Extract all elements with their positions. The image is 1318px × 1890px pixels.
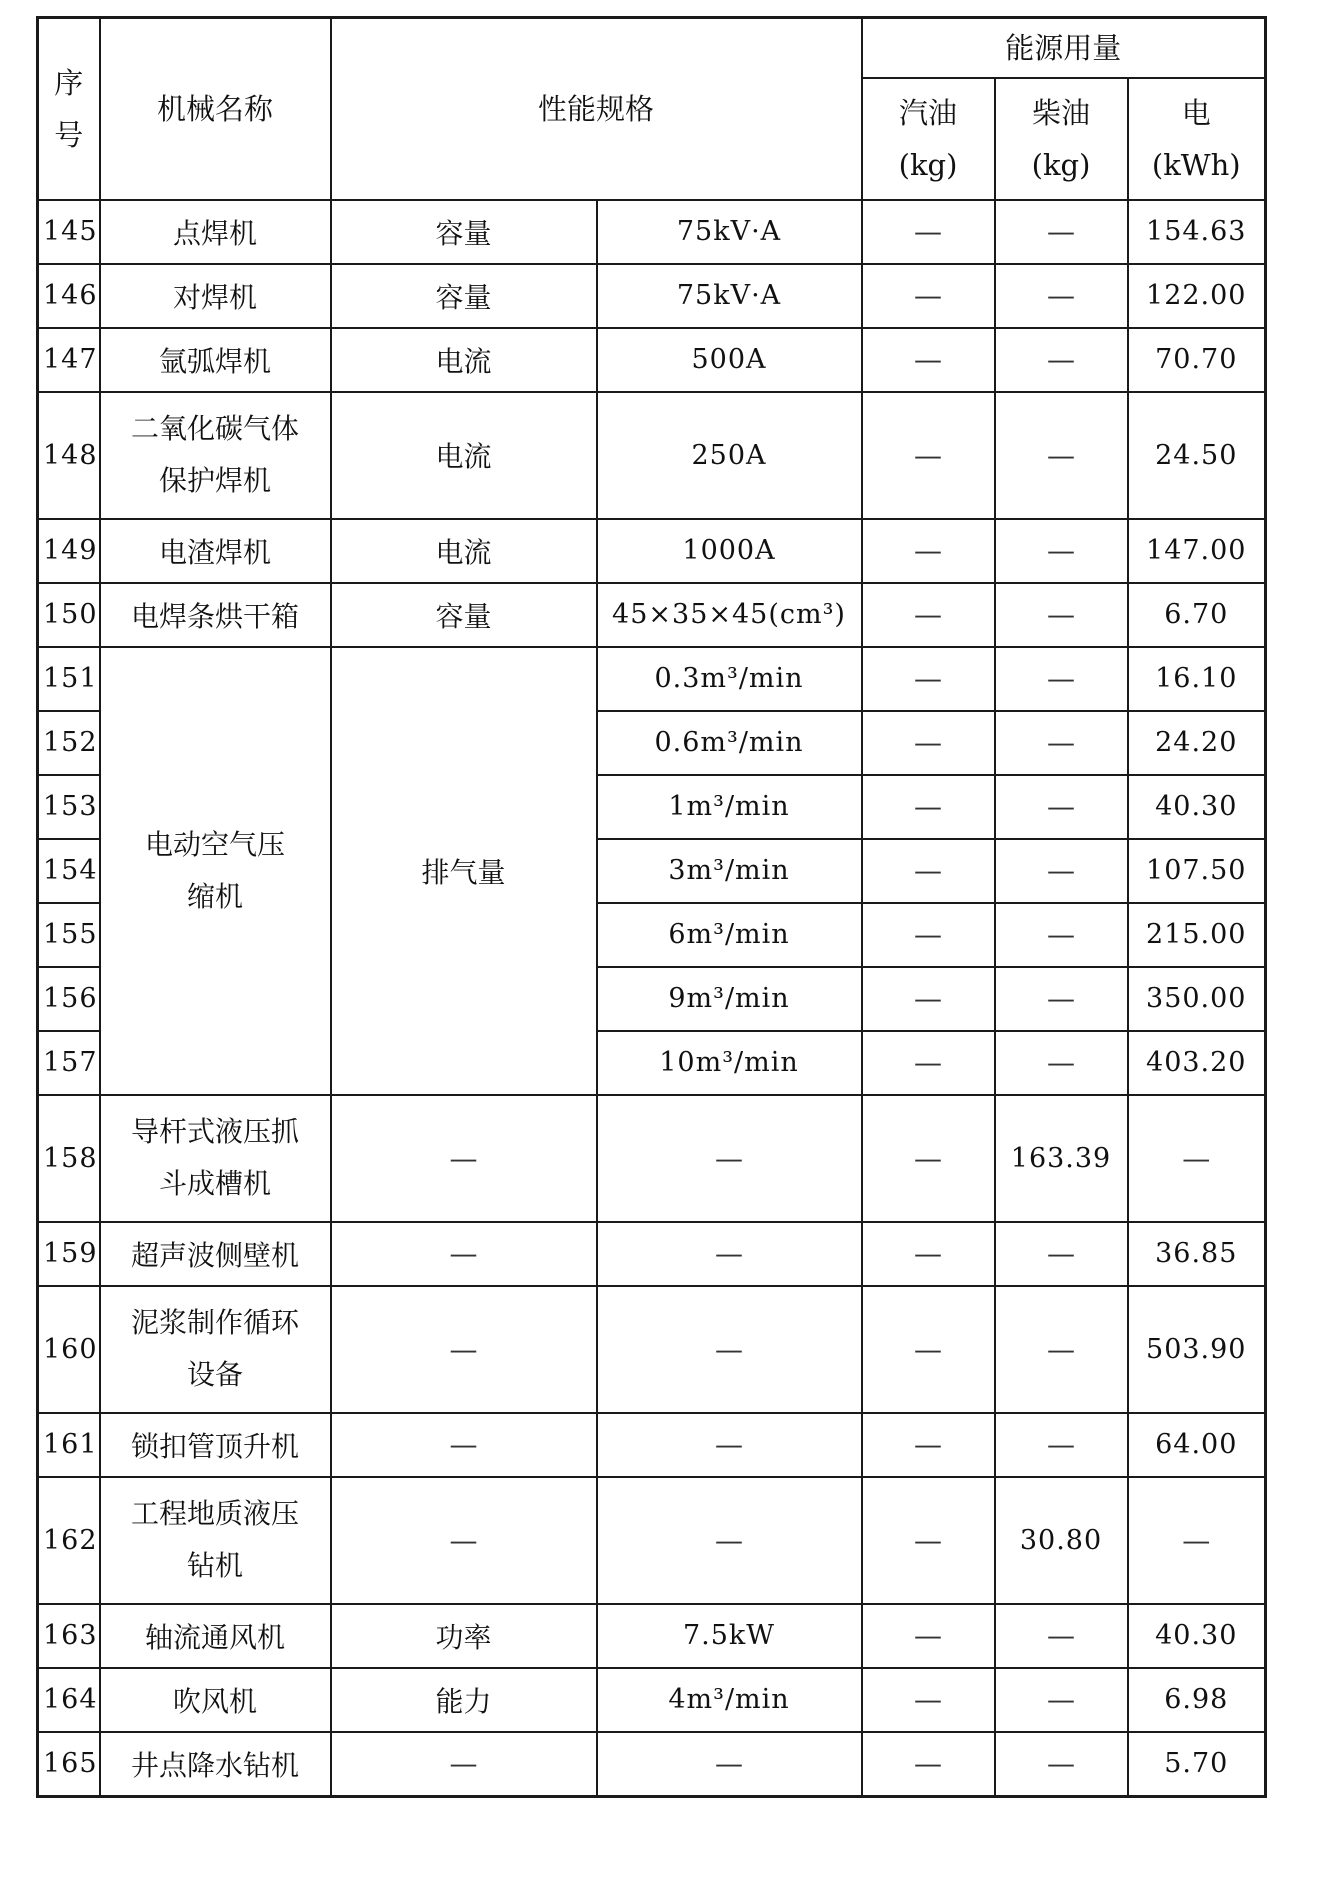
cell-no: 147 <box>38 328 100 392</box>
cell-electric: 24.20 <box>1128 711 1266 775</box>
cell-no: 146 <box>38 264 100 328</box>
cell-gasoline: — <box>862 775 995 839</box>
cell-spec-value: — <box>597 1732 862 1797</box>
cell-no: 157 <box>38 1031 100 1095</box>
cell-no: 152 <box>38 711 100 775</box>
table-row <box>38 1222 1266 1286</box>
cell-spec-value: 10m³/min <box>597 1031 862 1095</box>
cell-spec-value: 0.3m³/min <box>597 647 862 711</box>
cell-gasoline: — <box>862 711 995 775</box>
cell-diesel: — <box>995 392 1128 519</box>
table-row <box>38 1095 1266 1222</box>
cell-name: 超声波侧壁机 <box>100 1222 331 1286</box>
cell-no: 156 <box>38 967 100 1031</box>
table-row <box>38 1477 1266 1604</box>
cell-no: 145 <box>38 200 100 264</box>
cell-electric: 215.00 <box>1128 903 1266 967</box>
cell-electric: 107.50 <box>1128 839 1266 903</box>
table-row <box>38 1668 1266 1732</box>
table-row <box>38 392 1266 519</box>
cell-spec-value: 1m³/min <box>597 775 862 839</box>
cell-no: 155 <box>38 903 100 967</box>
cell-spec-value: 500A <box>597 328 862 392</box>
cell-no: 151 <box>38 647 100 711</box>
cell-spec-value: 7.5kW <box>597 1604 862 1668</box>
cell-spec-value: — <box>597 1222 862 1286</box>
table-row <box>38 1732 1266 1797</box>
cell-diesel: — <box>995 967 1128 1031</box>
cell-diesel: — <box>995 519 1128 583</box>
cell-diesel: — <box>995 903 1128 967</box>
cell-spec-type: 能力 <box>331 1668 597 1732</box>
cell-electric: 6.70 <box>1128 583 1266 647</box>
cell-spec-value: 4m³/min <box>597 1668 862 1732</box>
cell-spec-type: 电流 <box>331 519 597 583</box>
cell-electric: 36.85 <box>1128 1222 1266 1286</box>
cell-spec-type: — <box>331 1732 597 1797</box>
cell-name: 井点降水钻机 <box>100 1732 331 1797</box>
cell-name: 锁扣管顶升机 <box>100 1413 331 1477</box>
cell-gasoline: — <box>862 1413 995 1477</box>
header-electric: 电 (kWh) <box>1128 78 1266 200</box>
cell-gasoline: — <box>862 1604 995 1668</box>
cell-gasoline: — <box>862 839 995 903</box>
cell-diesel: 30.80 <box>995 1477 1128 1604</box>
cell-name: 轴流通风机 <box>100 1604 331 1668</box>
cell-gasoline: — <box>862 967 995 1031</box>
table-row <box>38 1604 1266 1668</box>
header-energy: 能源用量 <box>862 18 1266 78</box>
header-spec: 性能规格 <box>331 18 862 200</box>
cell-diesel: — <box>995 775 1128 839</box>
cell-spec-value: 75kV·A <box>597 200 862 264</box>
cell-diesel: — <box>995 1413 1128 1477</box>
cell-spec-value: 75kV·A <box>597 264 862 328</box>
cell-name: 二氧化碳气体 保护焊机 <box>100 392 331 519</box>
cell-spec-type: — <box>331 1413 597 1477</box>
cell-electric: 122.00 <box>1128 264 1266 328</box>
cell-name: 氩弧焊机 <box>100 328 331 392</box>
cell-spec-value: 0.6m³/min <box>597 711 862 775</box>
cell-diesel: — <box>995 328 1128 392</box>
cell-name: 泥浆制作循环 设备 <box>100 1286 331 1413</box>
cell-name: 工程地质液压 钻机 <box>100 1477 331 1604</box>
cell-name-compressor: 电动空气压 缩机 <box>100 647 331 1095</box>
cell-no: 159 <box>38 1222 100 1286</box>
table-row <box>38 1286 1266 1413</box>
cell-electric: 503.90 <box>1128 1286 1266 1413</box>
cell-electric: — <box>1128 1477 1266 1604</box>
cell-diesel: — <box>995 1604 1128 1668</box>
cell-no: 163 <box>38 1604 100 1668</box>
table-row <box>38 264 1266 328</box>
cell-spec-value: 250A <box>597 392 862 519</box>
cell-gasoline: — <box>862 1732 995 1797</box>
cell-electric: 24.50 <box>1128 392 1266 519</box>
cell-no: 160 <box>38 1286 100 1413</box>
cell-electric: 40.30 <box>1128 775 1266 839</box>
cell-spec-type: 电流 <box>331 392 597 519</box>
cell-diesel: — <box>995 711 1128 775</box>
cell-gasoline: — <box>862 647 995 711</box>
cell-name: 电焊条烘干箱 <box>100 583 331 647</box>
cell-no: 153 <box>38 775 100 839</box>
cell-spec-type: 电流 <box>331 328 597 392</box>
cell-diesel: 163.39 <box>995 1095 1128 1222</box>
cell-gasoline: — <box>862 1222 995 1286</box>
cell-spec-type: — <box>331 1222 597 1286</box>
cell-spec-type: — <box>331 1477 597 1604</box>
cell-spec-value: — <box>597 1286 862 1413</box>
cell-gasoline: — <box>862 903 995 967</box>
cell-gasoline: — <box>862 1031 995 1095</box>
cell-electric: 350.00 <box>1128 967 1266 1031</box>
cell-diesel: — <box>995 1668 1128 1732</box>
cell-electric: 70.70 <box>1128 328 1266 392</box>
cell-electric: 147.00 <box>1128 519 1266 583</box>
cell-gasoline: — <box>862 328 995 392</box>
table-row <box>38 583 1266 647</box>
cell-spec-type: 容量 <box>331 200 597 264</box>
header-gasoline: 汽油 (kg) <box>862 78 995 200</box>
cell-spec-type: 容量 <box>331 264 597 328</box>
cell-diesel: — <box>995 647 1128 711</box>
cell-diesel: — <box>995 1031 1128 1095</box>
cell-no: 158 <box>38 1095 100 1222</box>
cell-spec-type: — <box>331 1286 597 1413</box>
cell-electric: 5.70 <box>1128 1732 1266 1797</box>
cell-no: 161 <box>38 1413 100 1477</box>
cell-diesel: — <box>995 264 1128 328</box>
cell-gasoline: — <box>862 1286 995 1413</box>
cell-name: 对焊机 <box>100 264 331 328</box>
header-seq: 序 号 <box>38 18 100 200</box>
cell-no: 149 <box>38 519 100 583</box>
header-name: 机械名称 <box>100 18 331 200</box>
cell-spec-type: 容量 <box>331 583 597 647</box>
cell-no: 165 <box>38 1732 100 1797</box>
cell-name: 点焊机 <box>100 200 331 264</box>
cell-electric: 6.98 <box>1128 1668 1266 1732</box>
cell-gasoline: — <box>862 583 995 647</box>
cell-no: 154 <box>38 839 100 903</box>
cell-spec-value: 3m³/min <box>597 839 862 903</box>
cell-spec-value: 9m³/min <box>597 967 862 1031</box>
cell-spec-type-compressor: 排气量 <box>331 647 597 1095</box>
machinery-energy-table-page <box>36 16 1264 1798</box>
header-diesel: 柴油 (kg) <box>995 78 1128 200</box>
table-row <box>38 200 1266 264</box>
cell-spec-value: — <box>597 1095 862 1222</box>
cell-electric: 154.63 <box>1128 200 1266 264</box>
cell-gasoline: — <box>862 1095 995 1222</box>
cell-no: 148 <box>38 392 100 519</box>
cell-electric: 64.00 <box>1128 1413 1266 1477</box>
table-row <box>38 328 1266 392</box>
cell-gasoline: — <box>862 264 995 328</box>
cell-spec-value: — <box>597 1477 862 1604</box>
cell-electric: 40.30 <box>1128 1604 1266 1668</box>
cell-gasoline: — <box>862 200 995 264</box>
cell-spec-value: 45×35×45(cm³) <box>597 583 862 647</box>
cell-electric: 403.20 <box>1128 1031 1266 1095</box>
cell-diesel: — <box>995 583 1128 647</box>
machinery-energy-table <box>36 16 1267 1798</box>
cell-diesel: — <box>995 1732 1128 1797</box>
table-row <box>38 519 1266 583</box>
cell-no: 150 <box>38 583 100 647</box>
cell-gasoline: — <box>862 1477 995 1604</box>
table-row <box>38 647 1266 711</box>
cell-electric: 16.10 <box>1128 647 1266 711</box>
cell-diesel: — <box>995 839 1128 903</box>
cell-gasoline: — <box>862 392 995 519</box>
cell-name: 吹风机 <box>100 1668 331 1732</box>
table-row <box>38 1413 1266 1477</box>
cell-spec-type: 功率 <box>331 1604 597 1668</box>
cell-name: 导杆式液压抓 斗成槽机 <box>100 1095 331 1222</box>
cell-diesel: — <box>995 1286 1128 1413</box>
cell-no: 164 <box>38 1668 100 1732</box>
cell-diesel: — <box>995 1222 1128 1286</box>
cell-electric: — <box>1128 1095 1266 1222</box>
cell-spec-value: — <box>597 1413 862 1477</box>
cell-diesel: — <box>995 200 1128 264</box>
cell-gasoline: — <box>862 1668 995 1732</box>
cell-spec-value: 1000A <box>597 519 862 583</box>
cell-spec-value: 6m³/min <box>597 903 862 967</box>
cell-name: 电渣焊机 <box>100 519 331 583</box>
cell-spec-type: — <box>331 1095 597 1222</box>
cell-gasoline: — <box>862 519 995 583</box>
cell-no: 162 <box>38 1477 100 1604</box>
